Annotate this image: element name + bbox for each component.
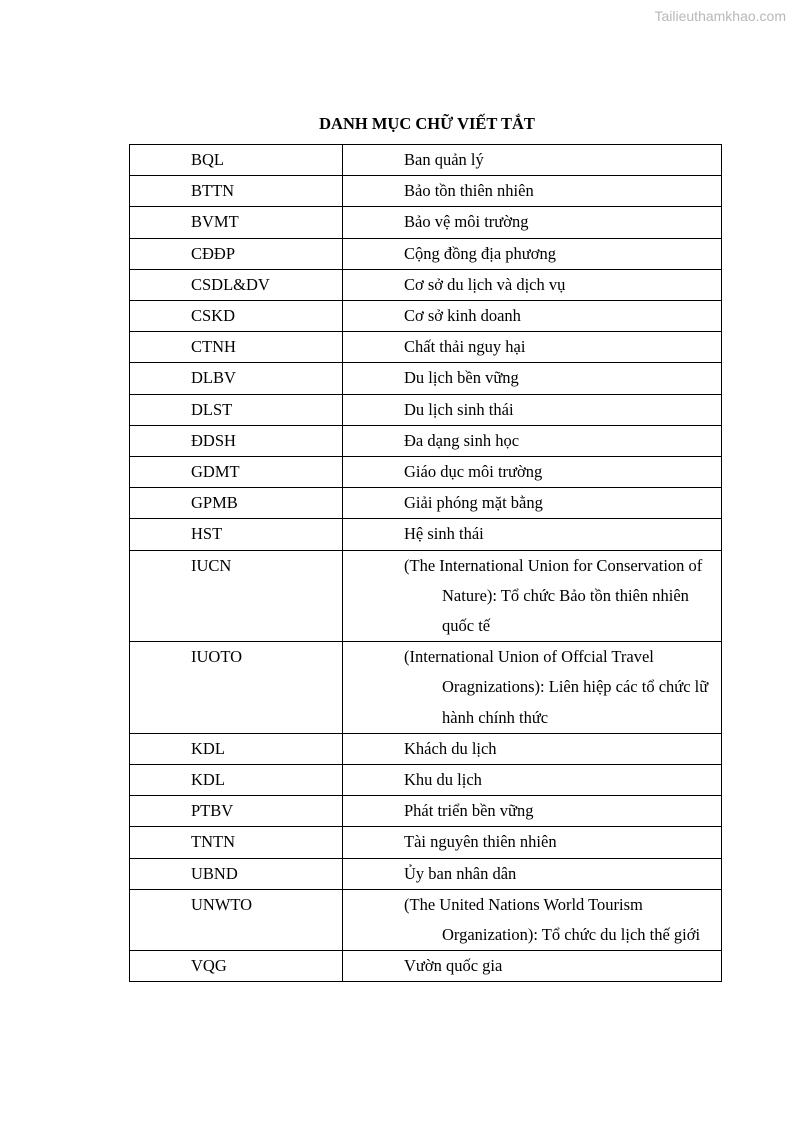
abbreviation-meaning: Phát triển bền vững (404, 801, 534, 821)
meaning-cell (343, 176, 722, 207)
table-row (130, 176, 722, 207)
abbreviation-cell (130, 733, 343, 764)
abbreviation-meaning: Chất thải nguy hại (404, 337, 526, 357)
abbreviation-meaning: Ban quản lý (404, 150, 484, 169)
abbreviation-meaning: Cơ sở kinh doanh (404, 306, 521, 326)
table-row (130, 363, 722, 394)
abbreviation-code: IUOTO (191, 647, 243, 667)
abbreviation-cell (130, 457, 343, 488)
abbreviation-code: DLST (191, 399, 233, 419)
meaning-cell (343, 207, 722, 238)
abbreviation-cell (130, 796, 343, 827)
table-row (130, 238, 722, 269)
table-row (130, 796, 722, 827)
table-row (130, 550, 722, 642)
abbreviation-cell (130, 176, 343, 207)
abbreviation-code: TNTN (191, 832, 235, 852)
abbreviation-cell (130, 145, 343, 176)
table-row (130, 269, 722, 300)
abbreviation-cell (130, 207, 343, 238)
abbreviation-code: CSKD (191, 306, 236, 326)
abbreviation-meaning: Cộng đồng địa phương (404, 243, 556, 263)
table-row (130, 765, 722, 796)
abbreviation-cell (130, 488, 343, 519)
table-row (130, 207, 722, 238)
table-row (130, 858, 722, 889)
abbreviation-meaning: Cơ sở du lịch và dịch vụ (404, 274, 566, 294)
abbreviation-meaning: (The United Nations World Tourism Organization): Tổ chức du lịch thế giới (404, 894, 701, 945)
abbreviation-cell (130, 827, 343, 858)
table-row (130, 301, 722, 332)
abbreviation-code: KDL (191, 770, 225, 790)
abbreviation-code: UNWTO (191, 894, 253, 914)
abbreviation-meaning: Hệ sinh thái (404, 524, 484, 544)
meaning-cell (343, 519, 722, 550)
meaning-cell (343, 765, 722, 796)
meaning-cell (343, 425, 722, 456)
abbreviation-cell (130, 301, 343, 332)
abbreviation-cell (130, 238, 343, 269)
abbreviation-cell (130, 363, 343, 394)
watermark: Tailieuthamkhao.com (654, 8, 786, 24)
table-row (130, 425, 722, 456)
abbreviation-code: VQG (191, 956, 227, 976)
abbreviation-meaning: (International Union of Offcial Travel Oragnizations): Liên hiệp các tổ chức lữ hành chính thức (404, 647, 709, 727)
abbreviation-cell (130, 394, 343, 425)
page-title: DANH MỤC CHỮ VIẾT TẮT (319, 114, 535, 133)
meaning-cell (343, 827, 722, 858)
table-row (130, 145, 722, 176)
abbreviation-cell (130, 642, 343, 734)
meaning-cell (343, 796, 722, 827)
abbreviation-meaning: Khu du lịch (404, 770, 482, 790)
meaning-cell (343, 457, 722, 488)
abbreviation-code: HST (191, 524, 223, 544)
abbreviation-code: IUCN (191, 555, 232, 575)
abbreviation-meaning: Vườn quốc gia (404, 956, 503, 976)
abbreviation-cell (130, 425, 343, 456)
abbreviation-code: BTTN (191, 181, 235, 201)
meaning-cell (343, 332, 722, 363)
abbreviation-code: GPMB (191, 493, 238, 513)
abbreviation-code: CSDL&DV (191, 274, 270, 294)
table-row (130, 332, 722, 363)
meaning-cell (343, 550, 722, 642)
table-row (130, 733, 722, 764)
abbreviation-cell (130, 858, 343, 889)
meaning-cell (343, 394, 722, 425)
abbreviation-code: KDL (191, 738, 225, 758)
meaning-cell (343, 145, 722, 176)
table-row (130, 951, 722, 982)
abbreviation-code: DLBV (191, 368, 236, 388)
table-row (130, 519, 722, 550)
table-row (130, 827, 722, 858)
abbreviation-cell (130, 765, 343, 796)
abbreviation-meaning: Giải phóng mặt bằng (404, 493, 543, 513)
abbreviation-code: GDMT (191, 462, 240, 482)
abbreviation-meaning: Giáo dục môi trường (404, 462, 543, 482)
meaning-cell (343, 269, 722, 300)
meaning-cell (343, 642, 722, 734)
abbreviation-code: UBND (191, 863, 238, 883)
abbreviation-cell (130, 550, 343, 642)
abbreviation-code: CTNH (191, 337, 236, 357)
table-row (130, 889, 722, 950)
abbreviation-meaning: Tài nguyên thiên nhiên (404, 832, 557, 852)
abbreviation-code: PTBV (191, 801, 234, 821)
abbreviation-table (129, 144, 722, 982)
abbreviation-cell (130, 889, 343, 950)
meaning-cell (343, 951, 722, 982)
abbreviation-meaning: Ủy ban nhân dân (404, 863, 517, 883)
abbreviation-code: BQL (191, 150, 224, 169)
meaning-cell (343, 733, 722, 764)
abbreviation-meaning: Bảo vệ môi trường (404, 212, 529, 232)
abbreviation-cell (130, 269, 343, 300)
table-row (130, 394, 722, 425)
abbreviation-meaning: Du lịch bền vững (404, 368, 519, 388)
meaning-cell (343, 858, 722, 889)
abbreviation-meaning: (The International Union for Conservation of Nature): Tổ chức Bảo tồn thiên nhiên quốc tế (404, 555, 703, 636)
meaning-cell (343, 301, 722, 332)
abbreviation-meaning: Khách du lịch (404, 738, 497, 758)
abbreviation-code: BVMT (191, 212, 239, 232)
meaning-cell (343, 488, 722, 519)
meaning-cell (343, 363, 722, 394)
table-row (130, 642, 722, 734)
abbreviation-cell (130, 951, 343, 982)
meaning-cell (343, 889, 722, 950)
abbreviation-meaning: Đa dạng sinh học (404, 430, 520, 450)
abbreviation-cell (130, 519, 343, 550)
meaning-cell (343, 238, 722, 269)
abbreviation-cell (130, 332, 343, 363)
abbreviation-meaning: Bảo tồn thiên nhiên (404, 181, 534, 201)
abbreviation-meaning: Du lịch sinh thái (404, 399, 514, 419)
abbreviation-code: ĐDSH (191, 430, 236, 450)
abbreviation-code: CĐĐP (191, 243, 236, 263)
table-row (130, 457, 722, 488)
table-row (130, 488, 722, 519)
